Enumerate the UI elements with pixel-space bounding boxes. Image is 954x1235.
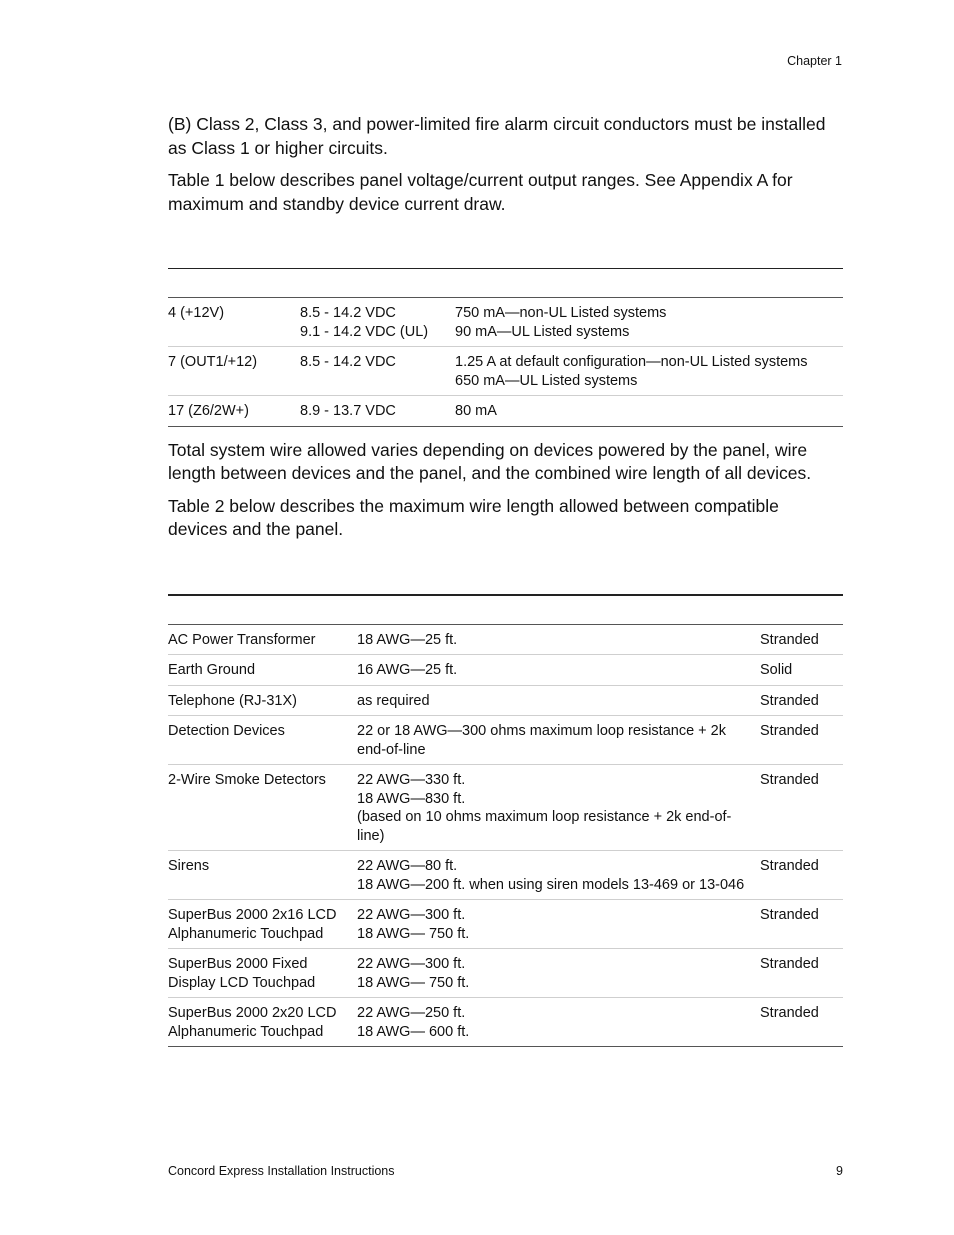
gauge-length-cell (357, 716, 760, 765)
table-row (168, 998, 843, 1047)
gauge-length-cell (357, 949, 760, 998)
voltage-cell-line: 9.1 - 14.2 VDC (UL) (300, 323, 429, 340)
device-cell-line: SuperBus 2000 2x20 LCD Alphanumeric Touchpad (168, 1005, 337, 1040)
paragraph-table1-intro: Table 1 below describes panel voltage/current output ranges. See Appendix A for maximum and standby device current draw. (168, 170, 793, 214)
gauge-length-cell-line: 18 AWG— 750 ft. (357, 925, 470, 942)
current-cell (455, 298, 843, 347)
table-wire-length (168, 624, 843, 1048)
device-cell (168, 998, 357, 1047)
gauge-length-cell-line: 22 AWG—330 ft. (357, 772, 466, 788)
wire-type-cell: Stranded (760, 685, 843, 716)
gauge-length-cell-line: 18 AWG— 600 ft. (357, 1023, 470, 1040)
gauge-length-cell-line: 22 AWG—300 ft. (357, 956, 466, 972)
table-row (168, 396, 843, 427)
terminal-cell: 17 (Z6/2W+) (168, 396, 300, 427)
gauge-length-cell (357, 685, 760, 716)
gauge-length-cell-line: (based on 10 ohms maximum loop resistance + 2k end-of-line) (357, 809, 732, 844)
table-row (168, 298, 843, 347)
table-row (168, 851, 843, 900)
wire-type-cell: Solid (760, 655, 843, 686)
terminal-cell: 7 (OUT1/+12) (168, 347, 300, 396)
table1-title-rule (168, 268, 843, 297)
gauge-length-cell-line: 16 AWG—25 ft. (357, 662, 458, 678)
gauge-length-cell (357, 998, 760, 1047)
table-row (168, 624, 843, 655)
wire-type-cell: Stranded (760, 851, 843, 900)
table-voltage-current (168, 297, 843, 427)
running-header: Chapter 1 (787, 54, 842, 68)
wire-type-cell: Stranded (760, 998, 843, 1047)
current-cell (455, 396, 843, 427)
paragraph-table2-intro: Table 2 below describes the maximum wire length allowed between compatible devices and the panel. (168, 495, 779, 539)
device-cell (168, 655, 357, 686)
current-cell-line: 1.25 A at default configuration—non-UL Listed systems (455, 354, 808, 370)
table2-title-rule (168, 594, 843, 624)
device-cell (168, 765, 357, 851)
gauge-length-cell-line: as required (357, 692, 430, 709)
device-cell (168, 685, 357, 716)
page-content (168, 113, 843, 1047)
device-cell-line: 2-Wire Smoke Detectors (168, 772, 326, 788)
device-cell-line: AC Power Transformer (168, 631, 316, 648)
device-cell (168, 949, 357, 998)
current-cell-line: 750 mA—non-UL Listed systems (455, 305, 667, 321)
voltage-cell (300, 298, 455, 347)
device-cell-line: SuperBus 2000 Fixed Display LCD Touchpad (168, 956, 316, 991)
gauge-length-cell-line: 18 AWG—25 ft. (357, 631, 458, 648)
gauge-length-cell (357, 851, 760, 900)
table-row (168, 685, 843, 716)
gauge-length-cell-line: 22 AWG—80 ft. (357, 858, 458, 874)
wire-type-cell: Stranded (760, 949, 843, 998)
paragraph-total-wire: Total system wire allowed varies depending on devices powered by the panel, wire length between devices and the panel, and the combined wire length of all devices. (168, 439, 812, 483)
gauge-length-cell (357, 765, 760, 851)
gauge-length-cell (357, 655, 760, 686)
voltage-cell-line: 8.5 - 14.2 VDC (300, 305, 396, 321)
wire-type-cell: Stranded (760, 900, 843, 949)
gauge-length-cell-line: 18 AWG—200 ft. when using siren models 13-469 or 13-046 (357, 876, 745, 893)
paragraph-class-conductors: (B) Class 2, Class 3, and power-limited fire alarm circuit conductors must be installed as Class 1 or higher circuits. (168, 114, 826, 158)
gauge-length-cell-line: 22 or 18 AWG—300 ohms maximum loop resistance + 2k end-of-line (357, 723, 726, 758)
gauge-length-cell-line: 18 AWG— 750 ft. (357, 974, 470, 991)
current-cell-line: 650 mA—UL Listed systems (455, 372, 638, 389)
gauge-length-cell-line: 22 AWG—300 ft. (357, 907, 466, 923)
wire-type-cell: Stranded (760, 716, 843, 765)
device-cell (168, 624, 357, 655)
voltage-cell (300, 396, 455, 427)
table-row (168, 765, 843, 851)
device-cell-line: SuperBus 2000 2x16 LCD Alphanumeric Touchpad (168, 907, 337, 942)
wire-type-cell: Stranded (760, 624, 843, 655)
gauge-length-cell (357, 624, 760, 655)
device-cell-line: Detection Devices (168, 723, 285, 739)
current-cell-line: 80 mA (455, 403, 497, 419)
table-row (168, 347, 843, 396)
table-row (168, 716, 843, 765)
voltage-cell (300, 347, 455, 396)
terminal-cell: 4 (+12V) (168, 298, 300, 347)
current-cell-line: 90 mA—UL Listed systems (455, 323, 630, 340)
voltage-cell-line: 8.5 - 14.2 VDC (300, 354, 396, 370)
footer-page-number: 9 (836, 1164, 843, 1178)
footer-document-title: Concord Express Installation Instructions (168, 1164, 395, 1178)
gauge-length-cell-line: 18 AWG—830 ft. (357, 790, 466, 807)
current-cell (455, 347, 843, 396)
device-cell (168, 716, 357, 765)
voltage-cell-line: 8.9 - 13.7 VDC (300, 403, 396, 419)
wire-type-cell: Stranded (760, 765, 843, 851)
gauge-length-cell-line: 22 AWG—250 ft. (357, 1005, 466, 1021)
table-row (168, 949, 843, 998)
table-row (168, 655, 843, 686)
table-row (168, 900, 843, 949)
gauge-length-cell (357, 900, 760, 949)
device-cell-line: Earth Ground (168, 662, 256, 678)
device-cell-line: Telephone (RJ-31X) (168, 692, 297, 709)
device-cell (168, 851, 357, 900)
device-cell (168, 900, 357, 949)
device-cell-line: Sirens (168, 858, 210, 874)
